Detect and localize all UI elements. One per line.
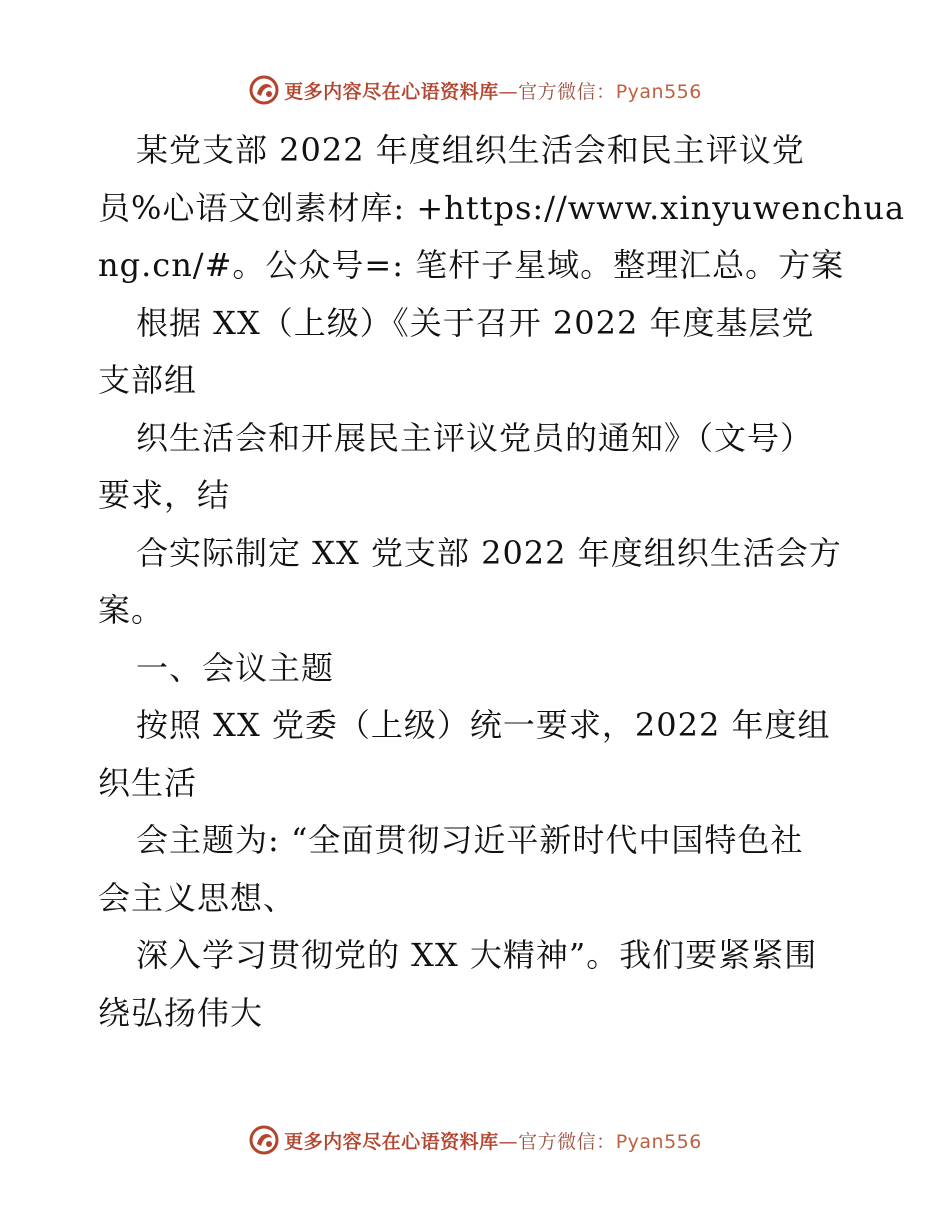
header-watermark-banner [0, 70, 950, 110]
banner-text [284, 1127, 702, 1154]
paragraph-line: 员%心语文创素材库: +https://www.xinyuwenchua [98, 188, 906, 227]
paragraph-line: 绕弘扬伟大 [98, 993, 264, 1032]
banner-dash: — [498, 80, 519, 103]
banner-wechat-label: 官方微信： [518, 80, 616, 103]
paragraph-line: 合实际制定 XX 党支部 2022 年度组织生活会方 [136, 533, 842, 572]
paragraph-line: 按照 XX 党委（上级）统一要求，2022 年度组 [136, 706, 831, 744]
paragraph-line: 案。 [98, 591, 165, 629]
banner-dash: — [498, 1130, 519, 1153]
paragraph-line: 要求，结 [98, 476, 231, 514]
banner-wechat-id: Pyan556 [615, 80, 702, 103]
section-heading: 一、会议主题 [136, 648, 335, 687]
document-body [98, 122, 906, 1042]
paragraph-line: 会主题为: “全面贯彻习近平新时代中国特色社 [136, 821, 804, 859]
red-swirl-logo-icon [248, 74, 280, 106]
paragraph-line: 会主义思想、 [98, 878, 297, 917]
paragraph-line: 深入学习贯彻党的 XX 大精神”。我们要紧紧围 [136, 936, 818, 974]
banner-text [284, 77, 702, 104]
banner-wechat-id: Pyan556 [615, 1130, 702, 1153]
paragraph-line: 织生活 [98, 763, 198, 802]
banner-main-text: 更多内容尽在心语资料库 [284, 1130, 499, 1153]
paragraph-line: 某党支部 2022 年度组织生活会和民主评议党 [136, 131, 805, 169]
banner-main-text: 更多内容尽在心语资料库 [284, 80, 499, 103]
banner-wechat-label: 官方微信： [518, 1130, 616, 1153]
paragraph-line: 支部组 [98, 361, 198, 399]
red-swirl-logo-icon [248, 1124, 280, 1156]
paragraph-line: ng.cn/#。公众号=: 笔杆子星域。整理汇总。方案 [98, 246, 845, 284]
paragraph-line: 织生活会和开展民主评议党员的通知》（文号） [136, 418, 814, 457]
paragraph-line: 根据 XX（上级）《关于召开 2022 年度基层党 [136, 303, 815, 342]
footer-watermark-banner [0, 1120, 950, 1160]
